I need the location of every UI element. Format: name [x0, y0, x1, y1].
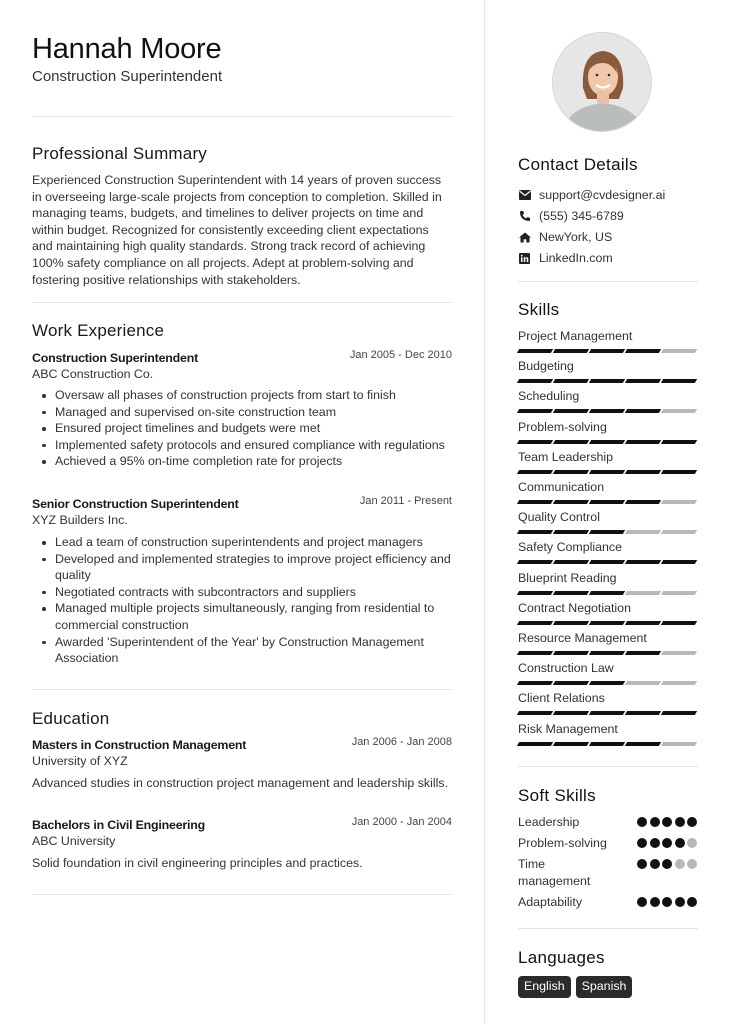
job-dates: Jan 2005 - Dec 2010	[349, 349, 452, 361]
skill-name: Project Management	[518, 329, 633, 343]
column-divider	[484, 0, 485, 1024]
skill-level-segment	[589, 621, 625, 625]
skill-level-segment	[553, 591, 589, 595]
contact-heading: Contact Details	[518, 155, 638, 174]
skill-level-segment	[517, 681, 553, 685]
skill-level-segment	[553, 681, 589, 685]
skill-level-bar	[518, 651, 698, 655]
candidate-name: Hannah Moore	[32, 33, 222, 65]
skill-level-bar	[518, 349, 698, 353]
skill-item	[518, 450, 698, 474]
skill-level-segment	[589, 560, 625, 564]
skill-level-segment	[553, 621, 589, 625]
skill-level-segment	[553, 530, 589, 534]
skill-item	[518, 389, 698, 413]
job-bullet: Oversaw all phases of construction projects from start to finish	[32, 387, 452, 404]
job-bullet: Lead a team of construction superintendents and project managers	[32, 534, 452, 551]
soft-skill-item	[518, 835, 698, 852]
contact-phone-text: (555) 345-6789	[539, 209, 624, 223]
job-bullets	[32, 534, 452, 667]
rating-dot	[637, 838, 647, 848]
skill-level-bar	[518, 560, 698, 564]
divider	[32, 116, 452, 117]
job-bullet: Implemented safety protocols and ensured compliance with regulations	[32, 437, 452, 454]
language-badge: English	[518, 976, 571, 998]
divider	[518, 928, 698, 929]
rating-dot	[662, 817, 672, 827]
skill-level-bar	[518, 742, 698, 746]
job-bullet: Developed and implemented strategies to improve project efficiency and quality	[32, 551, 452, 584]
soft-skill-item	[518, 894, 698, 911]
skill-level-segment	[661, 621, 697, 625]
rating-dot	[650, 838, 660, 848]
soft-skill-name: Adaptability	[518, 895, 583, 909]
degree-title: Bachelors in Civil Engineering	[32, 818, 206, 832]
skill-item	[518, 329, 698, 353]
divider	[518, 766, 698, 767]
skill-level-segment	[589, 440, 625, 444]
experience-heading: Work Experience	[32, 321, 165, 340]
skill-item	[518, 601, 698, 625]
soft-skill-name: Leadership	[518, 815, 580, 829]
skill-level-segment	[517, 409, 553, 413]
skill-level-segment	[553, 560, 589, 564]
skill-level-segment	[553, 742, 589, 746]
contact-location	[518, 228, 612, 246]
skill-level-segment	[553, 379, 589, 383]
skill-item	[518, 691, 698, 715]
summary-heading: Professional Summary	[32, 144, 208, 163]
skill-level-bar	[518, 530, 698, 534]
skill-item	[518, 359, 698, 383]
skill-level-segment	[625, 379, 661, 383]
skill-level-segment	[661, 560, 697, 564]
skill-level-segment	[517, 651, 553, 655]
degree-dates: Jan 2000 - Jan 2004	[351, 816, 452, 828]
skill-level-segment	[625, 651, 661, 655]
skill-level-segment	[589, 591, 625, 595]
skill-name: Budgeting	[518, 359, 574, 374]
skill-level-segment	[625, 349, 661, 353]
skill-level-segment	[661, 409, 697, 413]
skill-level-segment	[661, 440, 697, 444]
skill-name: Client Relations	[518, 691, 605, 706]
skill-level-segment	[517, 621, 553, 625]
soft-skill-item	[518, 814, 698, 831]
divider	[32, 302, 452, 303]
skill-level-segment	[517, 470, 553, 474]
skill-item	[518, 571, 698, 595]
skill-level-segment	[625, 440, 661, 444]
skill-level-segment	[625, 742, 661, 746]
job-bullet: Managed and supervised on-site construction team	[32, 404, 452, 421]
rating-dot	[675, 817, 685, 827]
rating-dot	[687, 859, 697, 869]
skill-level-segment	[661, 530, 697, 534]
home-icon	[518, 231, 531, 244]
skill-level-segment	[625, 621, 661, 625]
skill-level-segment	[661, 681, 697, 685]
job-dates: Jan 2011 - Present	[359, 495, 452, 507]
skill-level-segment	[517, 500, 553, 504]
skill-level-segment	[553, 409, 589, 413]
degree-title: Masters in Construction Management	[32, 738, 247, 752]
job-company: XYZ Builders Inc.	[32, 513, 128, 527]
skill-name: Construction Law	[518, 661, 614, 676]
languages-heading: Languages	[518, 948, 605, 967]
divider	[32, 689, 452, 690]
skill-level-segment	[517, 560, 553, 564]
degree-description: Advanced studies in construction project management and leadership skills.	[32, 776, 449, 790]
skill-level-bar	[518, 440, 698, 444]
skill-name: Contract Negotiation	[518, 600, 631, 615]
profile-photo	[552, 32, 652, 132]
skill-level-segment	[589, 711, 625, 715]
skill-level-segment	[553, 440, 589, 444]
soft-skill-name: Time management	[518, 857, 591, 888]
skill-level-segment	[661, 591, 697, 595]
skill-name: Problem-solving	[518, 419, 607, 434]
skill-level-segment	[517, 530, 553, 534]
soft-skill-rating	[637, 817, 698, 831]
skill-name: Safety Compliance	[518, 540, 622, 555]
skill-level-segment	[517, 349, 553, 353]
school-name: University of XYZ	[32, 754, 128, 768]
skill-level-segment	[625, 711, 661, 715]
skill-name: Resource Management	[518, 631, 647, 645]
skill-level-segment	[661, 500, 697, 504]
job-title: Senior Construction Superintendent	[32, 497, 239, 511]
skill-level-segment	[625, 530, 661, 534]
skill-level-segment	[625, 409, 661, 413]
skill-level-segment	[625, 681, 661, 685]
soft-skill-rating	[637, 859, 698, 889]
avatar-illustration	[553, 33, 652, 132]
skill-name: Risk Management	[518, 721, 618, 736]
skill-item	[518, 722, 698, 746]
language-badge: Spanish	[576, 976, 633, 998]
rating-dot	[650, 897, 660, 907]
linkedin-icon	[518, 252, 531, 265]
summary-text: Experienced Construction Superintendent with 14 years of proven success in overseeing large-scale projects from conception to completion. Skilled in managing teams, budgets, and timelines to deliver projects on time and within budget. Recognized for consistently exceeding client expectations and maintaining high quality standards. Strong track record of achieving 100% safety compliance on all projects. Adept at problem-solving and fostering positive relationships with stakeholders.	[32, 173, 442, 287]
education-heading: Education	[32, 709, 110, 728]
contact-linkedin[interactable]	[518, 249, 613, 267]
skill-name: Scheduling	[518, 389, 580, 404]
skill-level-segment	[517, 711, 553, 715]
skill-item	[518, 631, 698, 655]
divider	[518, 281, 698, 282]
skill-level-segment	[517, 440, 553, 444]
skill-level-segment	[589, 349, 625, 353]
job-bullet: Awarded 'Superintendent of the Year' by Construction Management Association	[32, 634, 452, 667]
skill-name: Blueprint Reading	[518, 570, 617, 585]
skill-level-segment	[553, 500, 589, 504]
soft-skills-heading: Soft Skills	[518, 786, 596, 805]
skill-level-segment	[589, 681, 625, 685]
job-bullet: Managed multiple projects simultaneously, ranging from residential to commercial construction	[32, 600, 452, 633]
rating-dot	[687, 817, 697, 827]
skill-name: Communication	[518, 480, 605, 494]
skill-level-bar	[518, 591, 698, 595]
skill-level-bar	[518, 621, 698, 625]
skill-level-bar	[518, 470, 698, 474]
languages-list	[518, 976, 632, 998]
skill-level-segment	[517, 379, 553, 383]
skill-level-bar	[518, 681, 698, 685]
skill-name: Team Leadership	[518, 449, 614, 464]
rating-dot	[637, 859, 647, 869]
skill-item	[518, 420, 698, 444]
contact-email[interactable]	[518, 186, 665, 204]
rating-dot	[650, 817, 660, 827]
candidate-title: Construction Superintendent	[32, 68, 223, 85]
skill-level-segment	[625, 470, 661, 474]
skill-level-segment	[589, 470, 625, 474]
skill-item	[518, 480, 698, 504]
skill-level-segment	[625, 591, 661, 595]
skill-level-segment	[553, 651, 589, 655]
skill-item	[518, 510, 698, 534]
rating-dot	[662, 859, 672, 869]
rating-dot	[675, 859, 685, 869]
skill-level-segment	[517, 591, 553, 595]
skill-level-segment	[553, 711, 589, 715]
skills-heading: Skills	[518, 300, 560, 319]
job-company: ABC Construction Co.	[32, 367, 154, 381]
skill-level-segment	[589, 742, 625, 746]
phone-icon	[518, 210, 531, 223]
rating-dot	[662, 897, 672, 907]
degree-dates: Jan 2006 - Jan 2008	[351, 736, 452, 748]
rating-dot	[637, 817, 647, 827]
job-bullet: Ensured project timelines and budgets were met	[32, 420, 452, 437]
contact-email-text: support@cvdesigner.ai	[539, 188, 666, 202]
contact-phone[interactable]	[518, 207, 624, 225]
skill-item	[518, 540, 698, 564]
envelope-icon	[518, 189, 531, 202]
skill-level-segment	[517, 742, 553, 746]
skill-level-bar	[518, 379, 698, 383]
skill-level-segment	[625, 560, 661, 564]
contact-linkedin-text: LinkedIn.com	[539, 251, 613, 265]
skill-name: Quality Control	[518, 510, 600, 525]
soft-skill-name: Problem-solving	[518, 836, 607, 850]
rating-dot	[675, 897, 685, 907]
rating-dot	[637, 897, 647, 907]
skill-level-segment	[589, 530, 625, 534]
job-bullet: Negotiated contracts with subcontractors and suppliers	[32, 584, 452, 601]
skill-level-segment	[661, 349, 697, 353]
skill-level-segment	[589, 379, 625, 383]
skill-level-segment	[661, 379, 697, 383]
skill-level-bar	[518, 500, 698, 504]
skill-level-bar	[518, 409, 698, 413]
rating-dot	[675, 838, 685, 848]
skill-item	[518, 661, 698, 685]
job-bullet: Achieved a 95% on-time completion rate for projects	[32, 453, 452, 470]
skill-level-segment	[661, 711, 697, 715]
school-name: ABC University	[32, 834, 116, 848]
skill-level-segment	[553, 470, 589, 474]
degree-description: Solid foundation in civil engineering principles and practices.	[32, 856, 363, 870]
soft-skill-item	[518, 856, 698, 889]
skill-level-segment	[553, 349, 589, 353]
rating-dot	[687, 838, 697, 848]
skill-level-segment	[589, 409, 625, 413]
rating-dot	[650, 859, 660, 869]
rating-dot	[687, 897, 697, 907]
job-bullets	[32, 387, 452, 470]
skill-level-segment	[589, 651, 625, 655]
soft-skill-rating	[637, 897, 698, 911]
job-title: Construction Superintendent	[32, 351, 198, 365]
skill-level-segment	[625, 500, 661, 504]
skill-level-segment	[661, 742, 697, 746]
rating-dot	[662, 838, 672, 848]
skill-level-bar	[518, 711, 698, 715]
divider	[32, 894, 452, 895]
soft-skill-rating	[637, 838, 698, 852]
skill-level-segment	[661, 651, 697, 655]
skill-level-segment	[589, 500, 625, 504]
contact-location-text: NewYork, US	[539, 230, 613, 244]
skill-level-segment	[661, 470, 697, 474]
